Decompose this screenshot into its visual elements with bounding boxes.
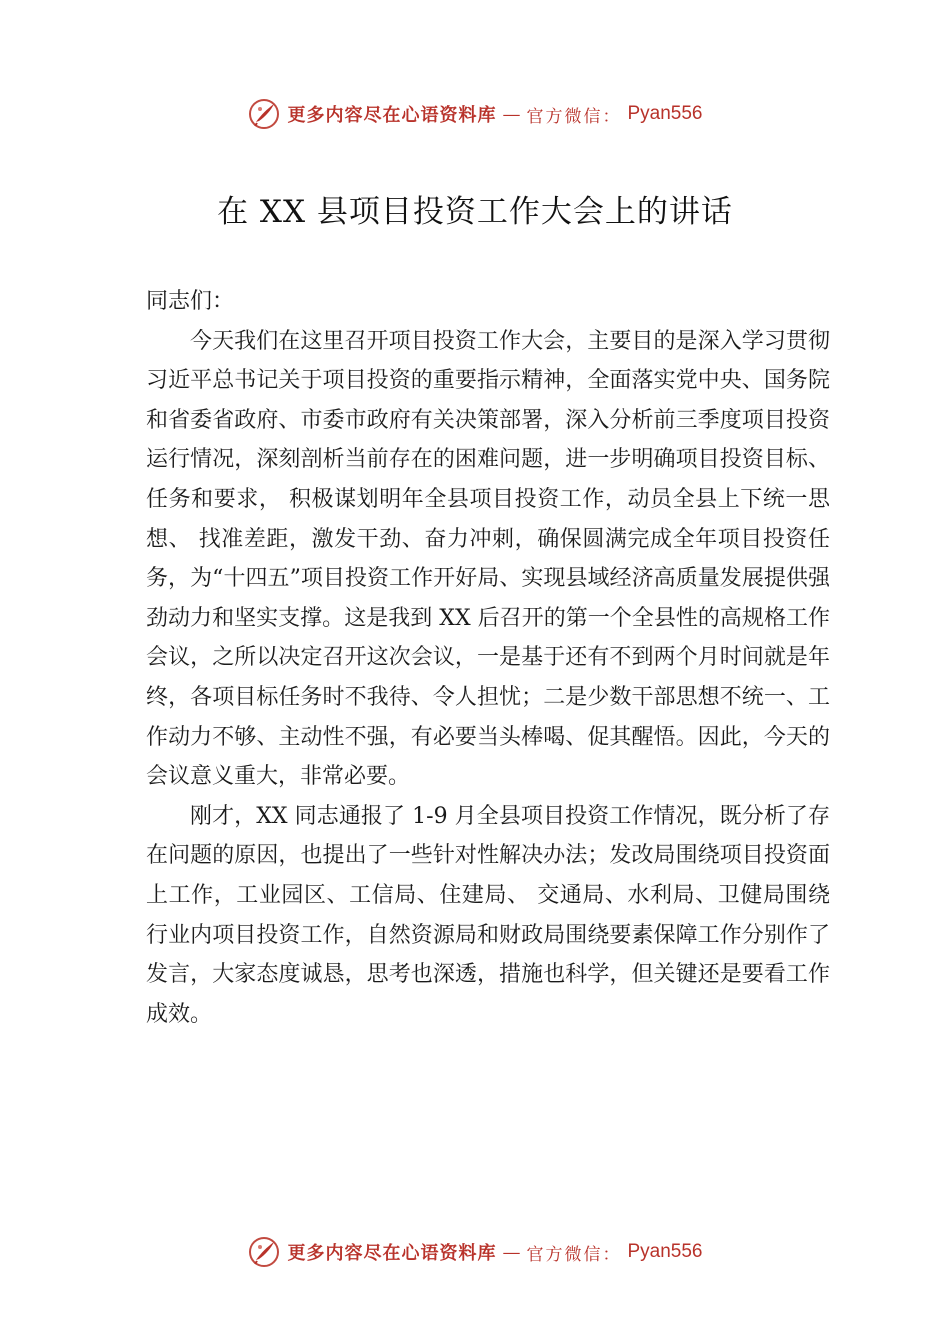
header-banner (0, 94, 950, 134)
document-title: 在 XX 县项目投资工作大会上的讲话 (217, 194, 733, 230)
banner-wechat-label: 官方微信： (526, 1244, 622, 1265)
paragraph-1: 今天我们在这里召开项目投资工作大会，主要目的是深入学习贯彻习近平总书记关于项目投资的重要指示精神，全面落实党中央、国务院和省委省政府、市委市政府有关决策部署，深入分析前三季度项目投资运行情况，深刻剖析当前存在的困难问题，进一步明确项目投资目标、任务和要求， 积极谋划明年全县项目投资工作，动员全县上下统一思想、 找准差距，激发干劲、奋力冲刺，确保圆满完成全年项目投资任务，为“十四五”项目投资工作开好局、实现县域经济高质量发展提供强劲动力和坚实支撑。这是我到 XX 后召开的第一个全县性的高规格工作会议，之所以决定召开这次会议，一是基于还有不到两个月时间就是年终，各项目标任务时不我待、令人担忧；二是少数干部思想不统一、工作动力不够、主动性不强，有必要当头棒喝、促其醒悟。因此，今天的会议意义重大，非常必要。 (146, 328, 830, 790)
paragraph-2: 刚才，XX 同志通报了 1-9 月全县项目投资工作情况，既分析了存在问题的原因，也提出了一些针对性解决办法；发改局围绕项目投资面上工作，工业园区、工信局、住建局、 交通局、水利局、卫健局围绕行业内项目投资工作，自然资源局和财政局围绕要素保障工作分别作了发言，大家态度诚恳，思考也深透，措施也科学，但关键还是要看工作成效。 (146, 803, 830, 1027)
banner-wechat-id: Pyan556 (627, 1241, 703, 1262)
quill-pen-logo-icon (247, 1235, 281, 1269)
banner-separator: — (502, 1241, 521, 1263)
banner-separator: — (502, 103, 521, 125)
salutation: 同志们： (146, 289, 235, 314)
quill-pen-logo-icon (247, 97, 281, 131)
banner-wechat-id: Pyan556 (627, 103, 703, 124)
banner-slogan: 更多内容尽在心语资料库 (287, 1243, 497, 1264)
banner-slogan: 更多内容尽在心语资料库 (287, 105, 497, 126)
banner-wechat-label: 官方微信： (526, 106, 622, 127)
document-body (146, 282, 830, 1034)
footer-banner (0, 1232, 950, 1272)
